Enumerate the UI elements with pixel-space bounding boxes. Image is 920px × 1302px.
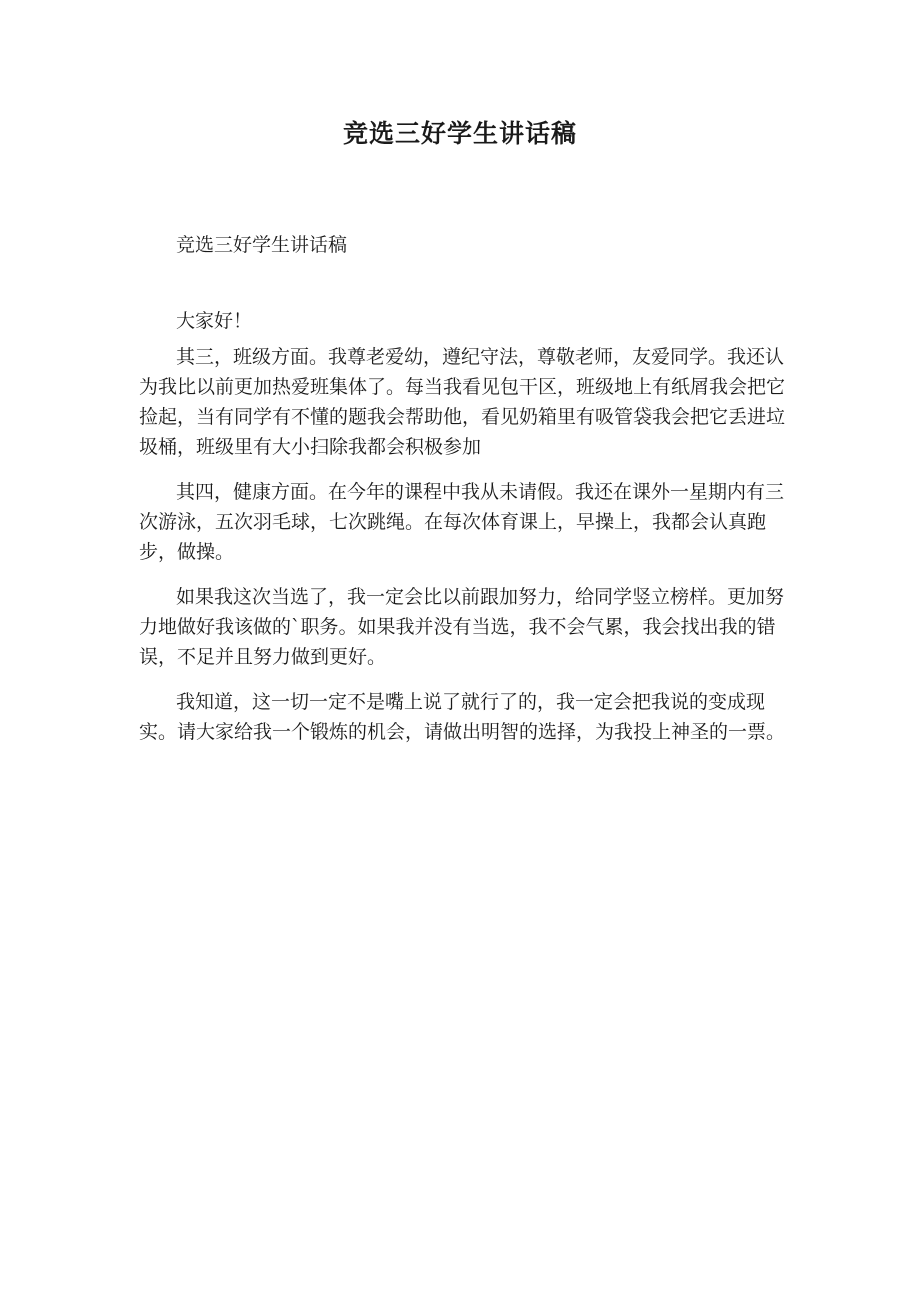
- paragraph-health-aspect: 其四，健康方面。在今年的课程中我从未请假。我还在课外一星期内有三次游泳，五次羽毛球，七次跳绳。在每次体育课上，早操上，我都会认真跑步，做操。: [139, 481, 785, 563]
- paragraph-if-elected: 如果我这次当选了，我一定会比以前跟加努力，给同学竖立榜样。更加努力地做好我该做的`职务。如果我并没有当选，我不会气累，我会找出我的错误，不足并且努力做到更好。: [139, 586, 785, 668]
- document-title: 竞选三好学生讲话稿: [342, 119, 577, 148]
- paragraph-closing: 我知道，这一切一定不是嘴上说了就行了的，我一定会把我说的变成现实。请大家给我一个锻炼的机会，请做出明智的选择，为我投上神圣的一票。: [139, 691, 786, 743]
- document-subtitle: 竞选三好学生讲话稿: [176, 234, 348, 256]
- greeting-paragraph: 大家好！: [176, 310, 253, 332]
- paragraph-class-aspect: 其三，班级方面。我尊老爱幼，遵纪守法，尊敬老师，友爱同学。我还认为我比以前更加热爱班集体了。每当我看见包干区，班级地上有纸屑我会把它捡起，当有同学有不懂的题我会帮助他，看见奶箱里有吸管袋我会把它丢进垃圾桶，班级里有大小扫除我都会积极参加: [139, 346, 786, 458]
- document-body: [139, 226, 795, 762]
